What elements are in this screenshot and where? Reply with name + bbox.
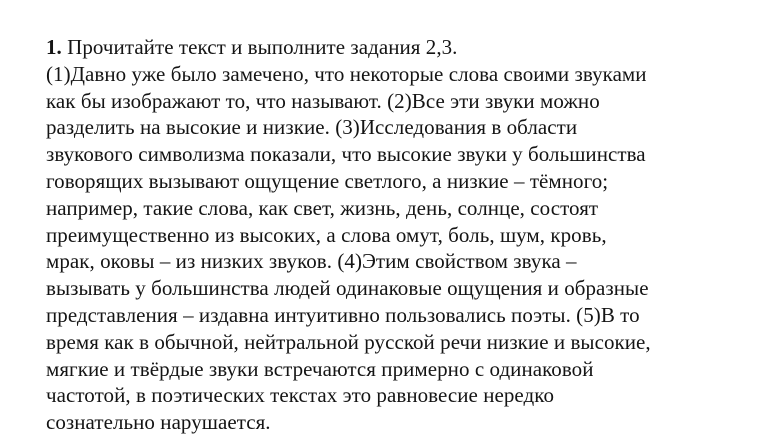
text-line-6: например, такие слова, как свет, жизнь, день, солнце, состоят xyxy=(46,195,599,220)
task-text-block xyxy=(46,34,746,436)
task-heading-line xyxy=(46,34,746,61)
text-line-3: разделить на высокие и низкие. (3)Исследования в области xyxy=(46,115,578,140)
text-line-5: говорящих вызывают ощущение светлого, а низкие – тёмного; xyxy=(46,168,609,193)
text-line-7: преимущественно из высоких, а слова омут, боль, шум, кровь, xyxy=(46,222,607,247)
text-line-8: мрак, оковы – из низких звуков. (4)Этим свойством звука – xyxy=(46,249,577,274)
text-line-12: мягкие и твёрдые звуки встречаются примерно с одинаковой xyxy=(46,356,594,381)
text-line-13: частотой, в поэтических текстах это равновесие нередко xyxy=(46,383,555,408)
text-line-9: вызывать у большинства людей одинаковые ощущения и образные xyxy=(46,276,649,301)
text-line-11: время как в обычной, нейтральной русской речи низкие и высокие, xyxy=(46,329,651,354)
text-line-2: как бы изображают то, что называют. (2)Все эти звуки можно xyxy=(46,88,600,113)
task-number: 1. xyxy=(46,35,62,59)
text-line-10: представления – издавна интуитивно пользовались поэты. (5)В то xyxy=(46,302,640,327)
text-line-4: звукового символизма показали, что высокие звуки у большинства xyxy=(46,142,646,167)
text-line-1: (1)Давно уже было замечено, что некоторые слова своими звуками xyxy=(46,61,647,86)
text-line-14: сознательно нарушается. xyxy=(46,410,271,435)
task-heading: Прочитайте текст и выполните задания 2,3. xyxy=(61,35,458,59)
